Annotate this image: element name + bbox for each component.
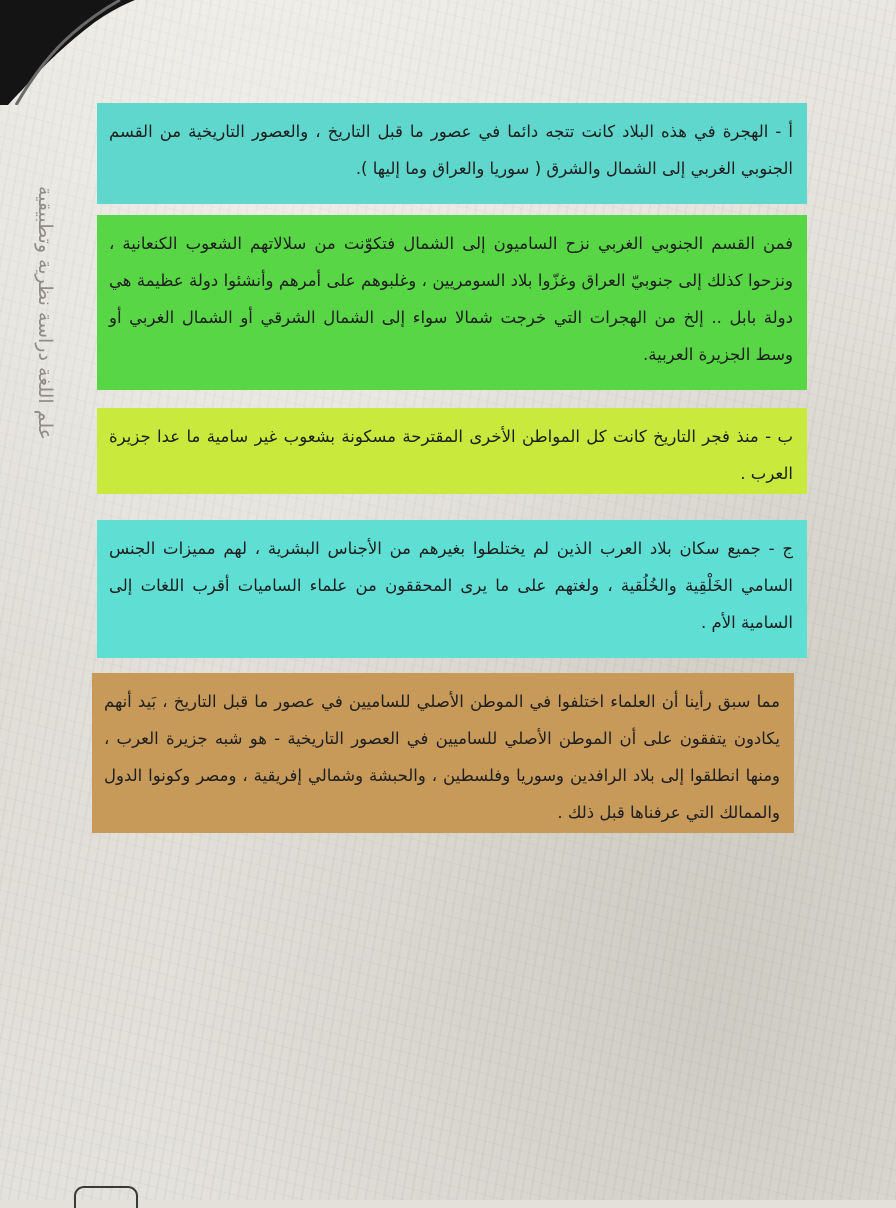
paragraph-conclusion: مما سبق رأينا أن العلماء اختلفوا في الموطن الأصلي للساميين في عصور ما قبل التاريخ ، بَيد أنهم يكادون يتفقون على أن الموطن الأصلي للساميين في العصور التاريخية - هو شبه جزيرة العرب ، ومنها انطلقوا إلى بلاد الرافدين وسوريا وفلسطين ، والحبشة وشمالي إفريقية ، ومصر وكونوا الدول والممالك التي عرفناها قبل ذلك . xyxy=(92,673,794,833)
paragraph-jim: ج - جميع سكان بلاد العرب الذين لم يختلطوا بغيرهم من الأجناس البشرية ، لهم مميزات الجنس السامي الخَلْقِية والخُلُقية ، ولغتهم على ما يرى المحققون من علماء الساميات أقرب اللغات إلى السامية الأم . xyxy=(97,520,807,658)
paragraph-southwest-migration: فمن القسم الجنوبي الغربي نزح الساميون إلى الشمال فتكوّنت من سلالاتهم الشعوب الكنعانية ، ونزحوا كذلك إلى جنوبيّ العراق وغزّوا بلاد السومريين ، وغلبوهم على أمرهم وأنشئوا دولة عظيمة هي دولة بابل .. إلخ من الهجرات التي خرجت شمالا سواء إلى الشمال الشرقي أو الشمال الغربي أو وسط الجزيرة العربية. xyxy=(97,215,807,390)
book-title-vertical: علم اللغة دراسة نظرية وتطبيقية xyxy=(34,185,56,440)
corner-decoration xyxy=(0,0,140,105)
paragraph-ba: ب - منذ فجر التاريخ كانت كل المواطن الأخرى المقترحة مسكونة بشعوب غير سامية ما عدا جزيرة العرب . xyxy=(97,408,807,494)
paragraph-alif: أ - الهجرة في هذه البلاد كانت تتجه دائما في عصور ما قبل التاريخ ، والعصور التاريخية من القسم الجنوبي الغربي إلى الشمال والشرق ( سوريا والعراق وما إليها ). xyxy=(97,103,807,204)
page-bottom-ornament xyxy=(74,1186,138,1208)
